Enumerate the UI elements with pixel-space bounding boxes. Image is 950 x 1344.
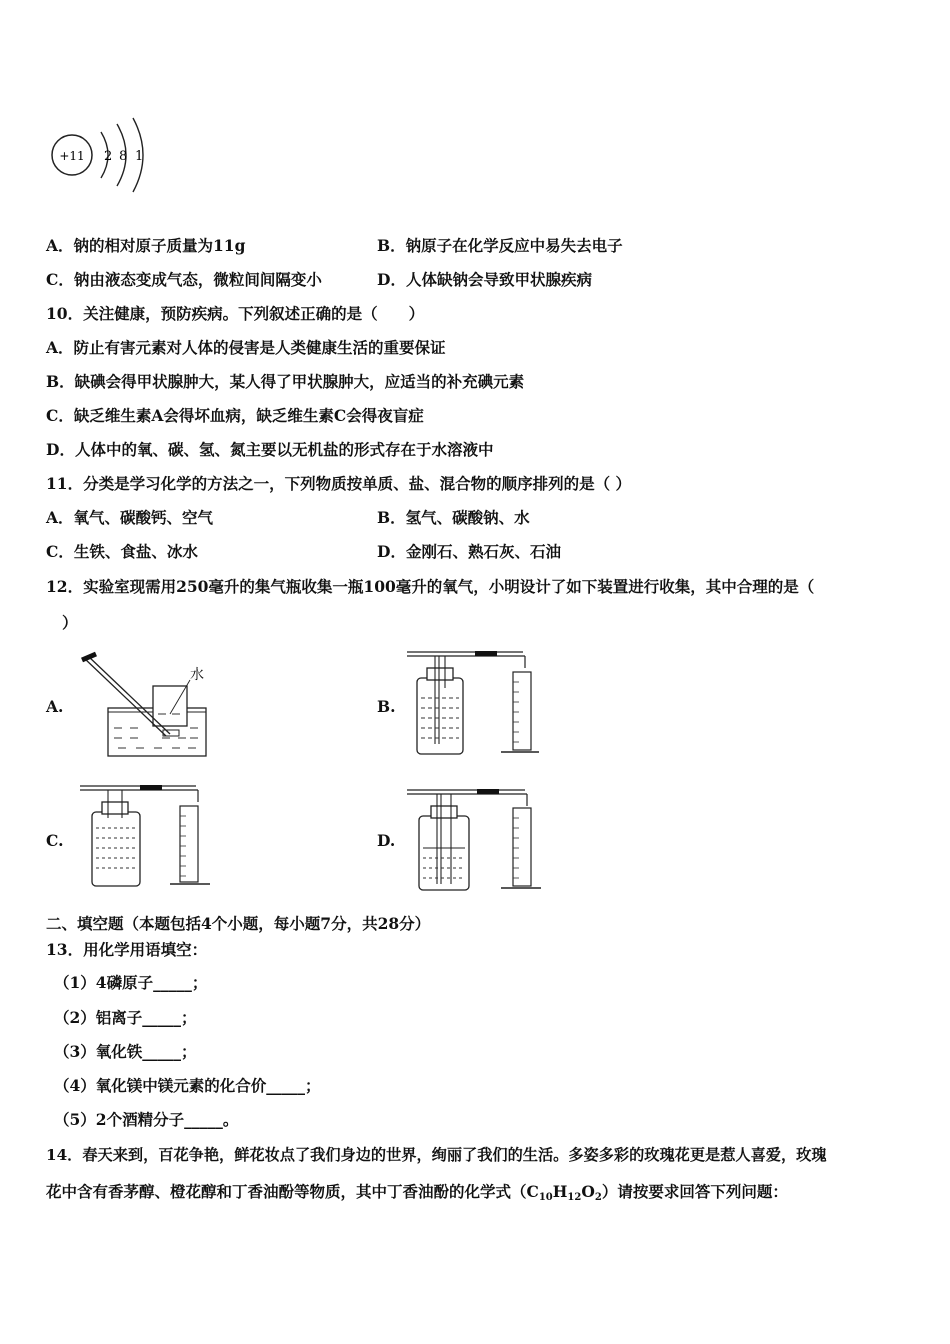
q13-item-4: （4）氧化镁中镁元素的化合价_____； [54,1076,321,1095]
q11-option-a: A．氧气、碳酸钙、空气 [46,508,214,527]
q11-option-b: B．氢气、碳酸钠、水 [377,508,530,527]
apparatus-b-bottle-and-cylinder [405,648,545,758]
q12-label-b: B. [377,697,396,716]
q14-line-2 [46,1182,788,1208]
apparatus-d-bottle-and-cylinder [405,784,545,894]
q13-item-1: （1）4磷原子_____； [54,973,208,992]
q11-option-d: D．金刚石、熟石灰、石油 [377,542,561,561]
section-2-heading: 二、填空题（本题包括4个小题，每小题7分，共28分） [46,914,431,933]
q12-stem: 12．实验室现需用250毫升的集气瓶收集一瓶100毫升的氧气，小明设计了如下装置进行收集，其中合理的是（ [46,577,815,596]
q9-option-c: C．钠由液态变成气态，微粒间间隔变小 [46,270,322,289]
q10-option-c: C．缺乏维生素A会得坏血病，缺乏维生素C会得夜盲症 [46,406,424,425]
water-label: 水 [190,667,204,683]
q12-label-d: D. [377,831,396,850]
q13-stem: 13．用化学用语填空： [46,940,208,959]
q11-option-c: C．生铁、食盐、冰水 [46,542,198,561]
nucleus-charge: +11 [59,149,85,163]
q12-label-c: C. [46,831,64,850]
formula-h: H [552,1182,568,1201]
shell-2-count: 8 [119,149,128,164]
sodium-atom-diagram [45,110,145,200]
shell-1-count: 2 [104,149,113,164]
q13-item-5: （5）2个酒精分子_____。 [54,1110,239,1129]
q14-line-2-pre: 花中含有香茅醇、橙花醇和丁香油酚等物质，其中丁香油酚的化学式（C [46,1182,539,1201]
q10-option-a: A．防止有害元素对人体的侵害是人类健康生活的重要保证 [46,338,446,357]
q14-line-2-post: ）请按要求回答下列问题： [601,1182,788,1201]
q13-item-3: （3）氧化铁_____； [54,1042,197,1061]
q9-option-b: B．钠原子在化学反应中易失去电子 [377,236,623,255]
q12-label-a: A. [46,697,64,716]
q11-stem: 11．分类是学习化学的方法之一，下列物质按单质、盐、混合物的顺序排列的是（ ） [46,474,631,493]
q10-option-b: B．缺碘会得甲状腺肿大，某人得了甲状腺肿大，应适当的补充碘元素 [46,372,525,391]
q14-line-1: 14．春天来到，百花争艳，鲜花妆点了我们身边的世界，绚丽了我们的生活。多姿多彩的玫瑰花更是惹人喜爱，玫瑰 [46,1146,827,1164]
formula-sub-c: 10 [538,1192,553,1203]
q9-option-d: D．人体缺钠会导致甲状腺疾病 [377,270,592,289]
formula-sub-o: 2 [594,1192,602,1203]
formula-sub-h: 12 [567,1192,582,1203]
shell-3-count: 1 [135,149,144,164]
apparatus-a-water-trough [78,650,208,760]
formula-o: O [581,1182,595,1201]
apparatus-c-bottle-and-cylinder [78,782,218,892]
q10-option-d: D．人体中的氧、碳、氢、氮主要以无机盐的形式存在于水溶液中 [46,440,494,459]
q9-option-a: A．钠的相对原子质量为11g [46,236,246,255]
q10-stem: 10．关注健康，预防疾病。下列叙述正确的是（ ） [46,304,425,323]
q13-item-2: （2）铝离子_____； [54,1008,197,1027]
q12-stem-end: ） [62,613,78,632]
